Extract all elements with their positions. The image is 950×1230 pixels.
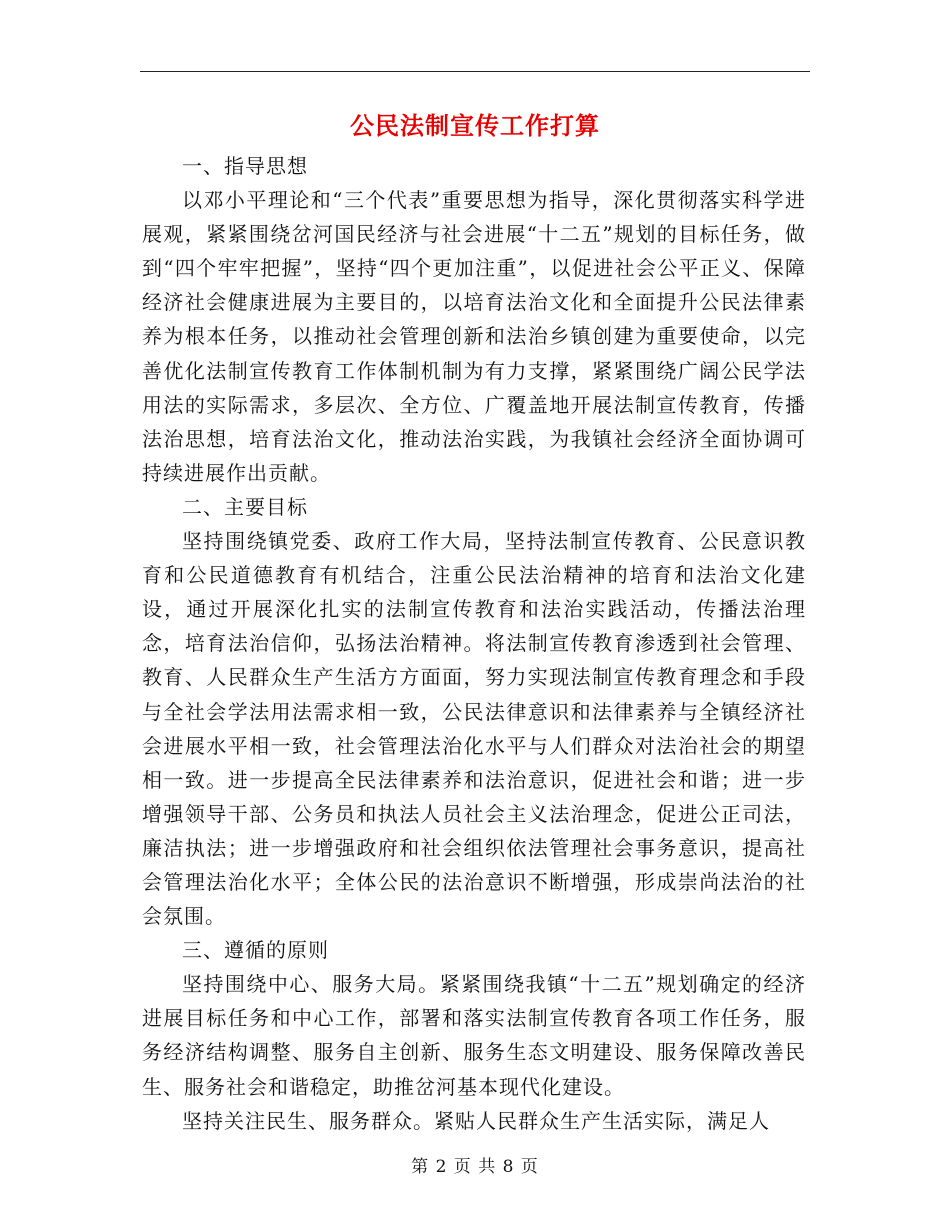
- section-heading-3: 三、遵循的原则: [182, 938, 329, 963]
- document-title: 公民法制宣传工作打算: [350, 111, 600, 140]
- paragraph-guiding-ideology: 以邓小平理论和“三个代表”重要思想为指导，深化贯彻落实科学进展观，紧紧围绕岔河国民经济与社会进展“十二五”规划的目标任务，做到“四个牢牢把握”，坚持“四个更加注重”，以促进社会公平正义、保障经济社会健康进展为主要目的，以培育法治文化和全面提升公民法律素养为根本任务，以推动社会管理创新和法治乡镇创建为重要使命，以完善优化法制宣传教育工作体制机制为有力支撑，紧紧围绕广阔公民学法用法的实际需求，多层次、全方位、广覆盖地开展法制宣传教育，传播法治思想，培育法治文化，推动法治实践，为我镇社会经济全面协调可持续进展作出贡献。: [142, 188, 806, 485]
- header-rule: [140, 71, 810, 72]
- paragraph-principle-1: 坚持围绕中心、服务大局。紧紧围绕我镇“十二五”规划确定的经济进展目标任务和中心工作，部署和落实法制宣传教育各项工作任务，服务经济结构调整、服务自主创新、服务生态文明建设、服务保障改善民生、服务社会和谐稳定，助推岔河基本现代化建设。: [142, 972, 806, 1099]
- section-heading-2: 二、主要目标: [182, 494, 308, 519]
- document-body: [142, 149, 806, 1138]
- paragraph-principle-2: 坚持关注民生、服务群众。紧贴人民群众生产生活实际，满足人: [182, 1108, 770, 1133]
- paragraph-main-goals: 坚持围绕镇党委、政府工作大局，坚持法制宣传教育、公民意识教育和公民道德教育有机结合，注重公民法治精神的培育和法治文化建设，通过开展深化扎实的法制宣传教育和法治实践活动，传播法治理念，培育法治信仰，弘扬法治精神。将法制宣传教育渗透到社会管理、教育、人民群众生产生活方方面面，努力实现法制宣传教育理念和手段与全社会学法用法需求相一致，公民法律意识和法律素养与全镇经济社会进展水平相一致，社会管理法治化水平与人们群众对法治社会的期望相一致。进一步提高全民法律素养和法治意识，促进社会和谐；进一步增强领导干部、公务员和执法人员社会主义法治理念，促进公正司法，廉洁执法；进一步增强政府和社会组织依法管理社会事务意识，提高社会管理法治化水平；全体公民的法治意识不断增强，形成崇尚法治的社会氛围。: [142, 529, 806, 929]
- section-heading-1: 一、指导思想: [182, 154, 308, 178]
- page-number: 第 2 页 共 8 页: [411, 1157, 539, 1177]
